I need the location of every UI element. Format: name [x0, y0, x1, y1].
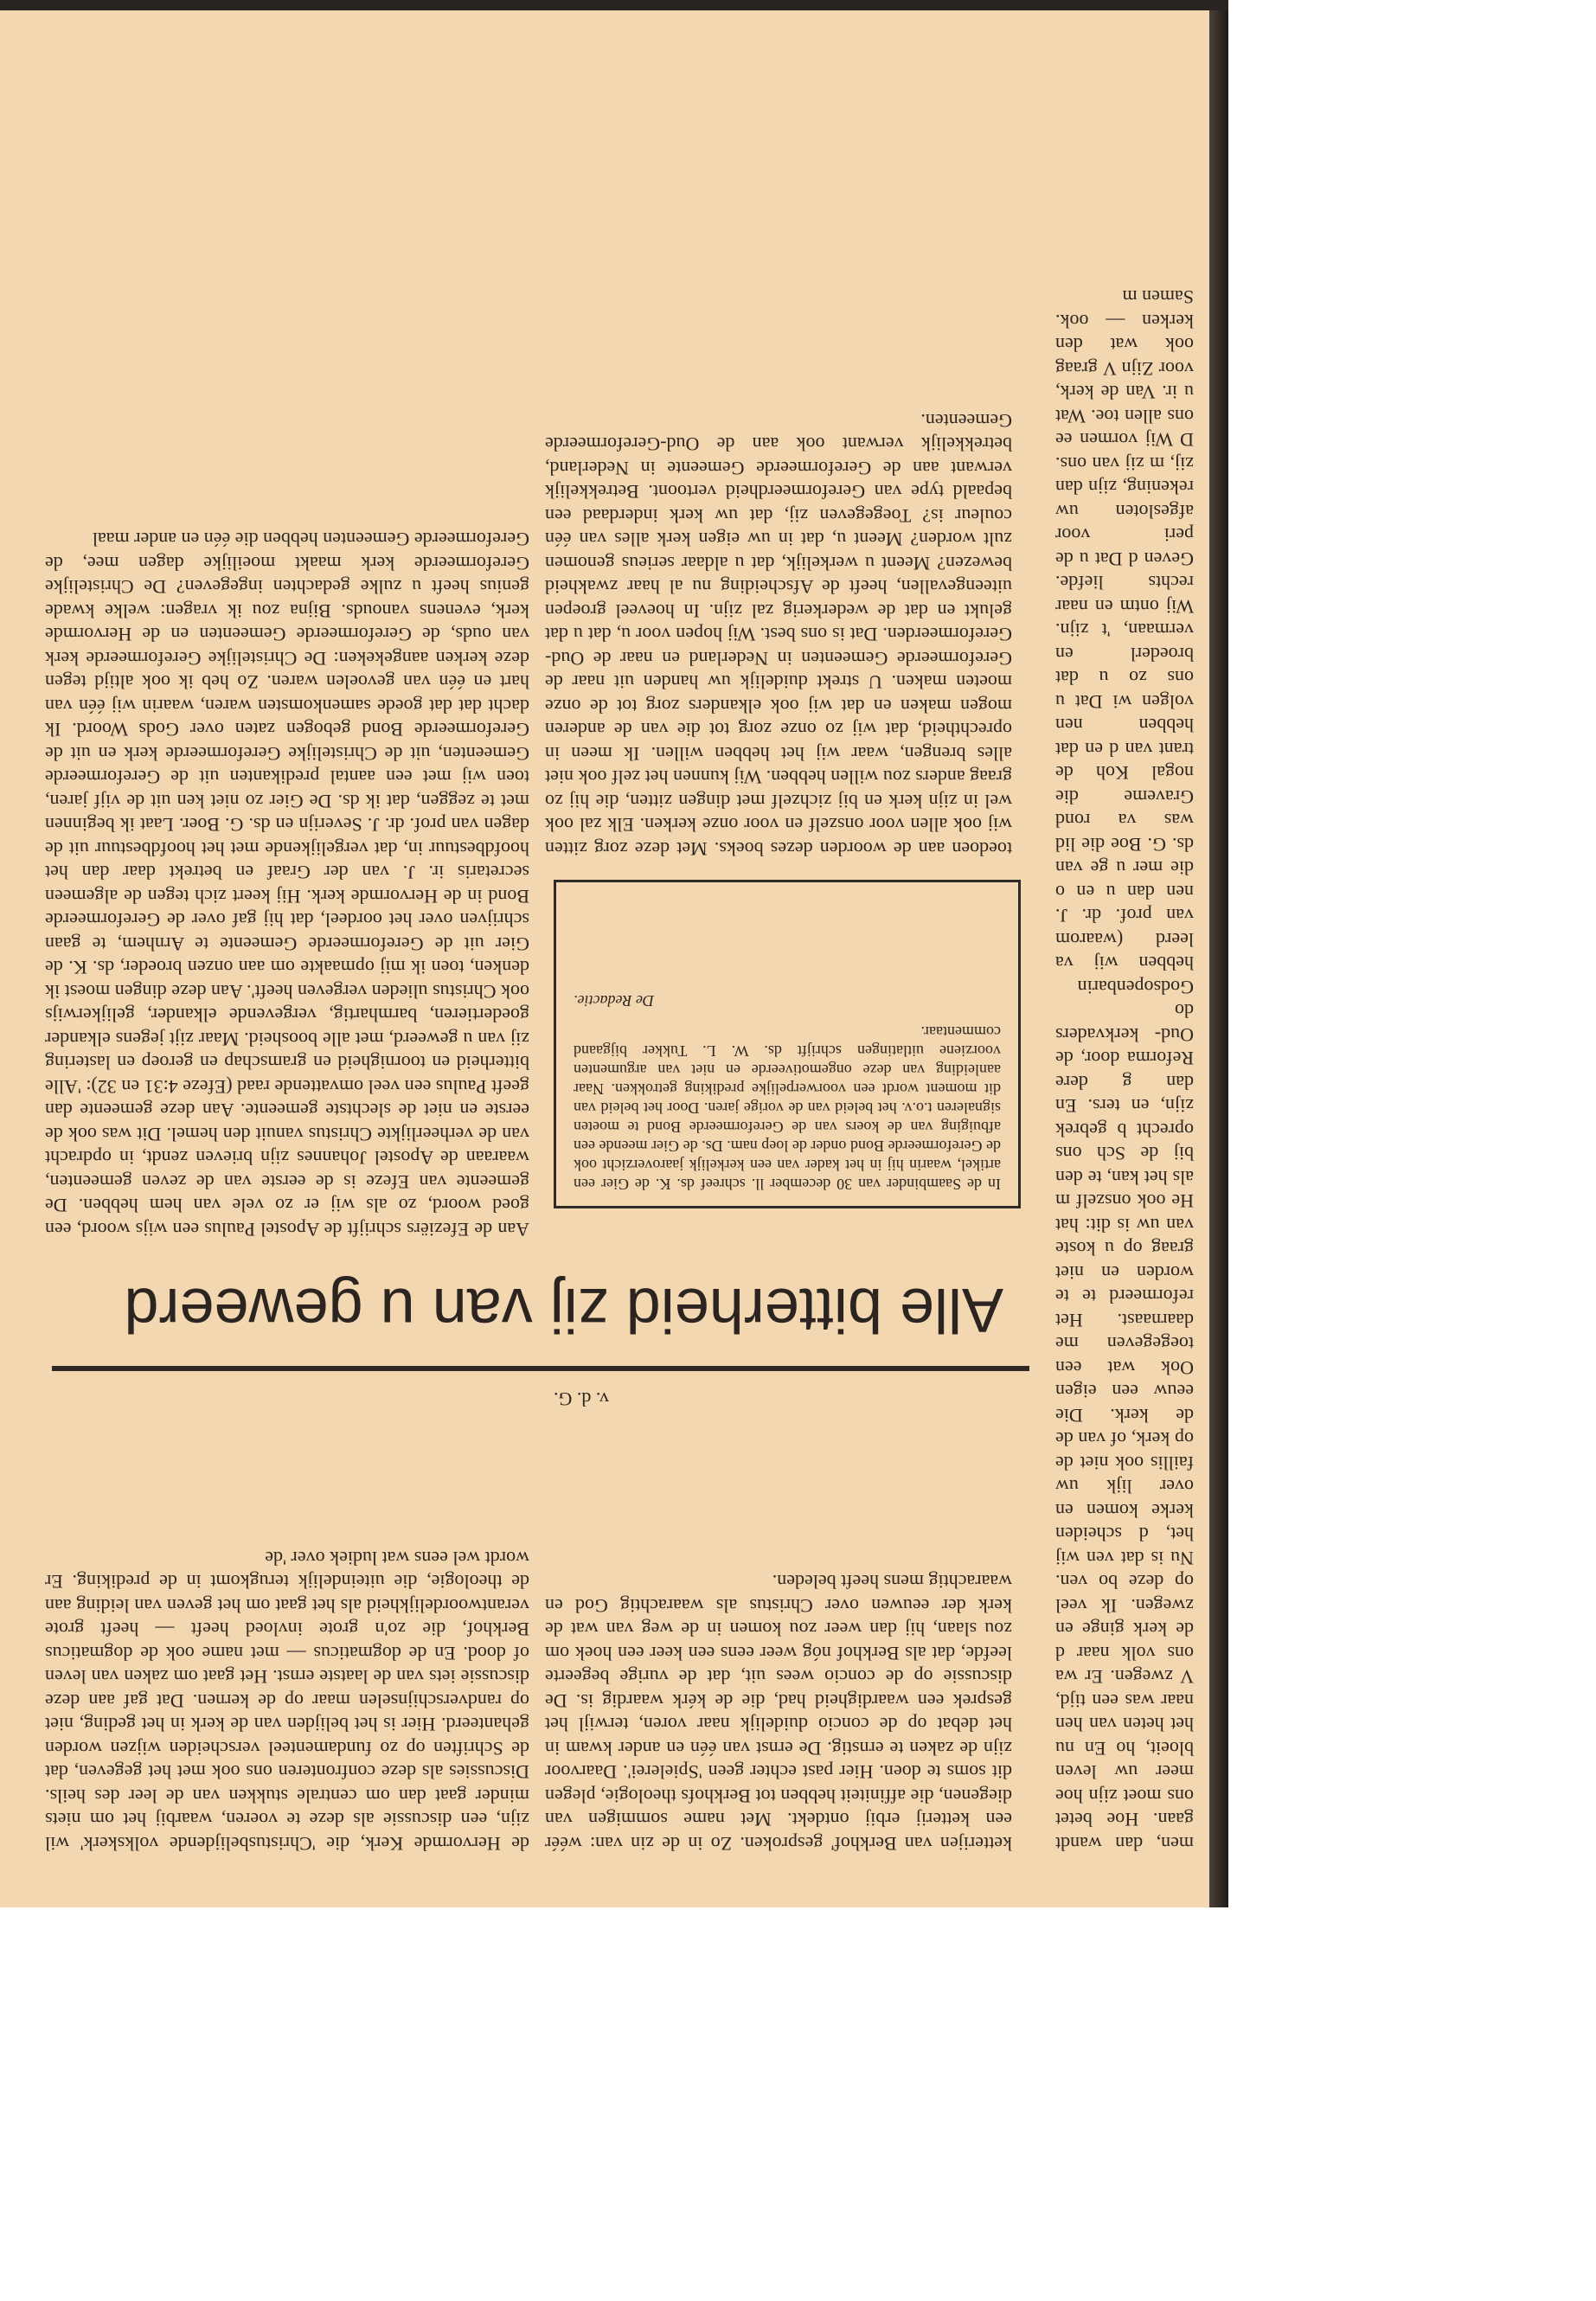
- partial-column-text: men, dan wandt gaan. Hoe betet ons moet zijn hoe meer uw leven bloeit, ho En nu het heten van hen naar was een tijd, V zwegen. Er wa ons volk naar d de kerk ginge en zwegen. Ik veel op deze bo ven. Nu is dat ven wij het, d scheiden kerke komen en over lijk uw faillis ook niet de op kerk, of van de de kerk. Die eeuw een eigen Ook wat een toegegeven me daarnaast. Het reformeerd te te worden en niet graag op u koste van uw is dit: hat He ook onszelf m als het kan, te den bij de Sch ons oprecht b gebrek zijn, en ters. En dan g dere Reforma door, de Oud- kerkvaders do Godsopenbarin hebben wij va leerd (waarom van prof. dr. J. nen dan u en o die mer u ge van ds. G. Boe die lid was va rond Graveme die nogal Koh de trant van d en dat hebben nen volgen wi Dat u ons zo u dat broederl en vermaan, 't zijn. Wij ontm en naar rechts liefde. Geven d Dat u de peri voor afgesloten uw rekening, zijn dan zij, m zij van ons. D Wij vormen ee ons allen toe. Wat u ir. Van de kerk, voor Zijn V graag ook wat den kerken — ook. Samen m: [1055, 286, 1194, 1855]
- article-headline: Alle bitterheid zij van u geweerd: [124, 1275, 1003, 1344]
- middle-column-top-text: ketterijen van Berkhof' gesproken. Zo in de zin van: wéér een ketterij erbij ontdekt. Met name sommigen van diegenen, die affiniteit hebben tot Berkhofs theologie, plegen dit soms te doen. Hier past echter geen 'Spielerei'. Daarvoor zijn de zaken te ernstig. De ernst van één en ander kwam in het debat op de concio duidelijk naar voren, terwijl het gesprek een waardigheid had, die de kérk waardig is. De discussie op de concio wees uit, dat de vurige begeerte leefde, dat als Berkhof nóg weer eens een keer een hoek om zou slaan, hij dan weer zou komen in de weg van wat de kerk der eeuwen over Christus als waarachtig God en waarachtig mens heeft beleden.: [545, 1571, 1012, 1855]
- page-edge-shadow: [1209, 0, 1228, 1907]
- right-column-top-text: de Hervormde Kerk, die 'Christusbelijdende volkskerk' wil zijn, een discussie als deze te voeren, waarbij het om niets minder gaat dan om centrale stukken van de leer des heils. Discussies als deze confronteren ons ook met het gegeven, dat de Schriften op zo fundamenteel verscheiden wijzen worden gehanteerd. Hier is het belijden van de kerk in het geding, niet op randverschijnselen maar op de kernen. Dat gaf aan deze discussie iets van de laatste ernst. Het gaat om zaken van leven of dood. En de dogmaticus — met name ook de dogmaticus Berkhof, die zo'n grote invloed heeft — heeft grote verantwoordelijkheid als het gaat om het geven van leiding aan de theologie, die uiteindelijk terugkomt in de prediking. Er wordt wel eens wat ludiek over 'de: [45, 1548, 529, 1855]
- editorial-note-signature: De Redactie.: [574, 992, 654, 1009]
- right-column-top: [45, 1466, 529, 1856]
- editorial-note-text: In de Saambinder van 30 december ll. schreef ds. K. de Gier een artikel, waarin hij in het kader van een kerkelijk jaaroverzicht ook de Gereformeerde Bond onder de loep nam. Ds. de Gier meende een afbuiging van de koers van de Gereformeerde Bond te moeten signaleren t.o.v. het beleid van de vorige jaren. Door het beleid van dit moment wordt een voorwerpelijke prediking getrokken. Naar aanleiding van deze ongemotiveerde en niet van argumenten voorziene uitlatingen schrijft ds. W. L. Tukker bijgaand commentaar.: [574, 1023, 1001, 1193]
- section-divider-rule: [52, 1366, 1029, 1371]
- editorial-note-box: [554, 880, 1021, 1208]
- partial-left-column: [1055, 0, 1194, 1856]
- article-body-middle-column: [545, 0, 1012, 861]
- author-signoff: v. d. G.: [554, 1388, 609, 1410]
- article-body-text: Aan de Efeziërs schrijft de Apostel Paulus een wijs woord, een goed woord, zo als wij er zo vele van hem hebben. De gemeente van Efeze is de eerste van de zeven gemeenten, waaraan de Apostel Johannes zijn brieven zendt, in opdracht van de verheerlijkte Christus vanuit den hemel. Dit was ook de eerste en niet de slechtste gemeente. Aan deze gemeente dan geeft Paulus een veel omvattende raad (Efeze 4:31 en 32): 'Alle bitterheid en toornigheid en gramschap en geroep en lastering zij van u geweerd, met alle boosheid. Maar zijt jegens elkander goedertieren, barmhartig, vergevende elkander, gelijkerwijs ook Christus ulieden vergeven heeft'. Aan deze dingen moest ik denken, toen ik mij opmaakte om aan onzen broeder, ds. K. de Gier uit de Gereformeerde Gemeente te Arnhem, te gaan schrijven over het oordeel, dat hij gaf over de Gereformeerde Bond in de Hervormde kerk. Hij keert zich tegen de algemeen secretaris ir. J. van der Graaf en betrekt daar dan het hoofdbestuur in, dat vergelijkende met het hoofdbestuur uit de dagen van prof. dr. J. Severijn en ds. G. Boer. Laat ik beginnen met te zeggen, dat ik ds. De Gier zo niet ken uit de vijf jaren, toen wij met een aantal predikanten uit de Gereformeerde Gemeenten, uit de Christelijke Gereformeerde kerk en uit de Gereformeerde Bond gebogen zaten over Gods Woord. Ik dacht dat dat goede samenkomsten waren, waarin wij één van hart en één van gevoelen waren. Zo heb ik ook altijd tegen deze kerken aangekeken: De Christelijke Gereformeerde kerk van ouds, de Gereformeerde Gemeenten en de Hervormde kerk, evenens vanouds. Bijna zou ik vragen: welke kwade genius heeft u zulke gedachten ingegeven? De Christelijke Gereformeerde kerk maakt moeilijke dagen mee, de Gereformeerde Gemeenten hebben die één en ander maal: [45, 529, 529, 1240]
- article-body-right-column: [45, 0, 529, 1241]
- article-body-middle-text: toedoen aan de woorden dezes boeks. Met deze zorg zitten wij ook allen voor onszelf en voor onze kerken. Elk zal ook wel in zijn kerk en bij zichzelf met dingen zitten, die hij zo graag anders zou willen hebben. Wij kunnen het zelf ook niet alles brengen, waar wij het hebben willen. Ik meen in oprechtheid, dat wij zo onze zorg tot die van de anderen mogen maken en dat wij ook elkanders zorg tot de onze moeten maken. U strekt duidelijk uw handen uit naar de Gereformeerde Gemeenten in Nederland en naar de Oud-Gereformeerden. Dat is ons best. Wij hopen voor u, dat u dat gelukt en dat de wederkerig zal zijn. In hoeveel groepen uiteengevallen, heeft de Afscheiding nu al haar zwakheid bewezen? Meent u werkelijk, dat u aldaar serieus genomen zult worden? Meent u, dat in uw eigen kerk alles van één couleur is? Toegegeven zij, dat uw kerk inderdaad een bepaald type van Gereformeerdheid vertoont. Betrekkelijk verwant aan de Gereformeerde Gemeente in Nederland, betrekkelijk verwant ook aan de Oud-Gereformeerde Gemeenten.: [545, 410, 1012, 860]
